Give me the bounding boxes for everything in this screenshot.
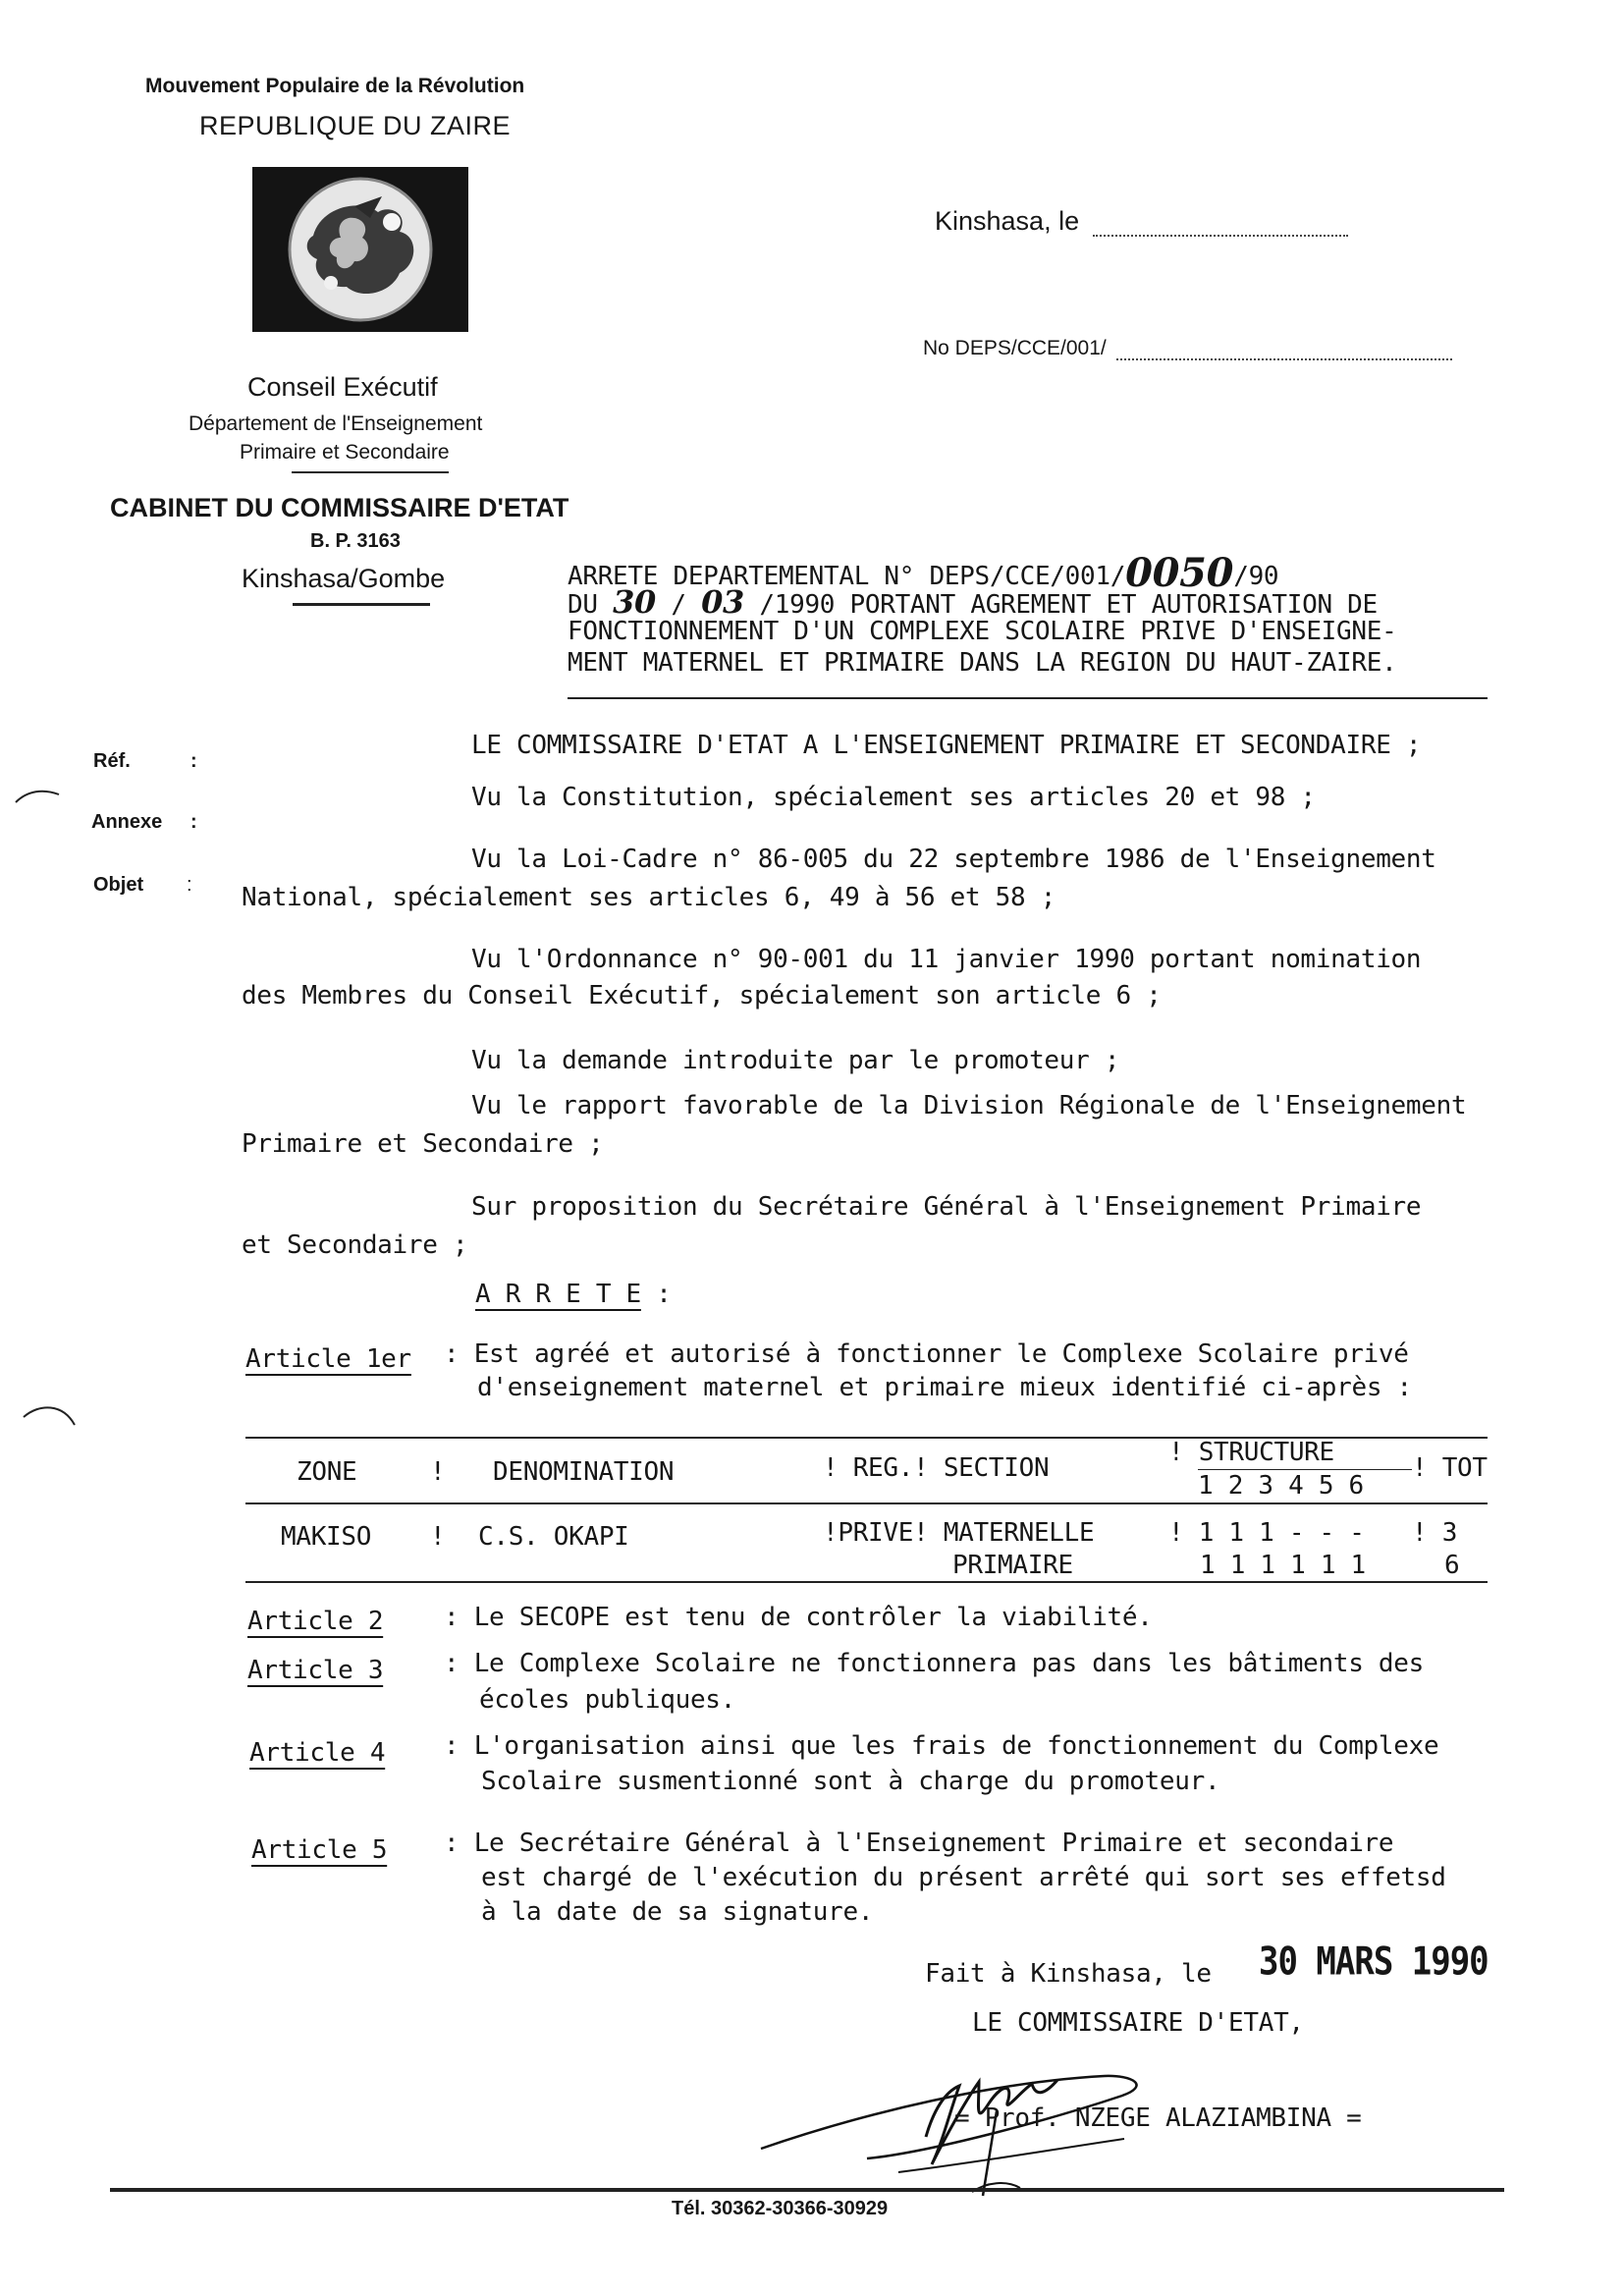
republic-line: REPUBLIQUE DU ZAIRE (199, 111, 512, 140)
table-cell-structure-primaire: 1 1 1 1 1 1 (1200, 1551, 1366, 1580)
sur-proposition-line-1: Sur proposition du Secrétaire Général à l'Enseignement Primaire (471, 1192, 1422, 1222)
sur-proposition-line-2: et Secondaire ; (242, 1230, 468, 1260)
table-header-structure-numbers: 1 2 3 4 5 6 (1198, 1471, 1364, 1501)
table-cell-total-primaire: 6 (1444, 1551, 1460, 1580)
article-1-label: Article 1er (245, 1344, 411, 1374)
arrete-word: A R R E T E (475, 1280, 641, 1309)
table-header-zone: ZONE (297, 1457, 357, 1487)
margin-objet-colon: : (187, 874, 192, 896)
table-header-reg-section: ! REG.! SECTION (823, 1453, 1050, 1483)
council-line: Conseil Exécutif (247, 372, 438, 402)
article-3-line-2: écoles publiques. (479, 1685, 736, 1715)
table-header-rule (245, 1502, 1488, 1504)
arrete-colon: : (656, 1280, 672, 1309)
table-cell-zone: MAKISO (281, 1522, 372, 1552)
article-1-line-1: : Est agréé et autorisé à fonctionner le Complexe Scolaire privé (444, 1339, 1409, 1369)
table-bottom-rule (245, 1581, 1488, 1583)
handwritten-day: 30 (613, 583, 657, 621)
table-header-structure: ! STRUCTURE (1168, 1438, 1334, 1467)
vu-constitution: Vu la Constitution, spécialement ses articles 20 et 98 ; (471, 783, 1316, 812)
handwritten-decree-number: 0050 (1125, 550, 1234, 596)
article-5-line-2: est chargé de l'exécution du présent arrêté qui sort ses effetsd (481, 1863, 1446, 1892)
decree-title-line-2 (568, 583, 1378, 621)
article-2-line-1: : Le SECOPE est tenu de contrôler la viabilité. (444, 1603, 1153, 1632)
article-5-line-1: : Le Secrétaire Général à l'Enseignement Primaire et secondaire (444, 1829, 1394, 1858)
footer-rule (110, 2188, 1504, 2192)
movement-line: Mouvement Populaire de la Révolution (145, 75, 525, 97)
place-date-field (935, 206, 1348, 237)
article-1-line-2: d'enseignement maternel et primaire mieux identifié ci-après : (477, 1373, 1412, 1402)
table-cell-reg-section: !PRIVE! MATERNELLE (823, 1518, 1095, 1548)
table-cell-section-primaire: PRIMAIRE (952, 1551, 1073, 1580)
city-line: Kinshasa/Gombe (242, 564, 446, 593)
reference-label: No DEPS/CCE/001/ (923, 337, 1107, 359)
vu-loi-cadre-line-2: National, spécialement ses articles 6, 49 à 56 et 58 ; (242, 883, 1056, 912)
commissaire-heading: LE COMMISSAIRE D'ETAT A L'ENSEIGNEMENT PRIMAIRE ET SECONDAIRE ; (471, 731, 1422, 760)
margin-objet: Objet (93, 874, 144, 896)
department-underline (292, 471, 449, 473)
article-3-line-1: : Le Complexe Scolaire ne fonctionnera pas dans les bâtiments des (444, 1649, 1424, 1678)
table-cell-denomination: C.S. OKAPI (478, 1522, 629, 1552)
article-4-label: Article 4 (249, 1738, 386, 1768)
fait-a-kinshasa: Fait à Kinshasa, le (925, 1959, 1212, 1989)
margin-ref-colon: : (190, 750, 197, 772)
vu-ordonnance-line-2: des Membres du Conseil Exécutif, spécialement son article 6 ; (242, 981, 1162, 1010)
vu-loi-cadre-line-1: Vu la Loi-Cadre n° 86-005 du 22 septembre 1986 de l'Enseignement (471, 845, 1436, 874)
reference-blank (1116, 358, 1452, 360)
article-4-line-2: Scolaire susmentionné sont à charge du promoteur. (481, 1767, 1220, 1796)
table-header-total: ! TOT (1412, 1453, 1488, 1483)
title-separator (568, 697, 1488, 699)
title-prefix: ARRETE DEPARTEMENTAL N° DEPS/CCE/001/ (568, 562, 1126, 591)
margin-ref: Réf. (93, 750, 131, 772)
table-header-denomination: DENOMINATION (493, 1457, 675, 1487)
footer-telephone: Tél. 30362-30366-30929 (672, 2198, 889, 2219)
margin-annexe: Annexe (91, 811, 163, 833)
table-cell-structure-maternelle: ! 1 1 1 - - - (1168, 1518, 1365, 1548)
article-2-label: Article 2 (247, 1607, 384, 1636)
zaire-emblem (252, 167, 468, 332)
table-cell-separator: ! (430, 1522, 446, 1552)
article-4-line-1: : L'organisation ainsi que les frais de fonctionnement du Complexe (444, 1731, 1439, 1761)
handwritten-month: 03 (701, 583, 745, 621)
vu-rapport-line-1: Vu le rapport favorable de la Division Régionale de l'Enseignement (471, 1091, 1467, 1120)
department-line-1: Département de l'Enseignement (189, 412, 483, 435)
cabinet-line: CABINET DU COMMISSAIRE D'ETAT (110, 493, 569, 522)
place-label: Kinshasa, le (935, 206, 1080, 236)
title-du: DU (568, 590, 598, 620)
article-3-label: Article 3 (247, 1656, 384, 1685)
vu-rapport-line-2: Primaire et Secondaire ; (242, 1129, 604, 1159)
table-header-separator: ! (430, 1457, 446, 1487)
date-stamp: 30 MARS 1990 (1259, 1939, 1489, 1985)
table-cell-total-maternelle: ! 3 (1412, 1518, 1458, 1548)
decree-title-line-4: MENT MATERNEL ET PRIMAIRE DANS LA REGION DU HAUT-ZAIRE. (568, 648, 1397, 678)
commissaire-title: LE COMMISSAIRE D'ETAT, (972, 2008, 1304, 2038)
article-5-line-3: à la date de sa signature. (481, 1897, 874, 1927)
signatory-name: = Prof. NZEGE ALAZIAMBINA = (954, 2103, 1362, 2133)
title-year: /90 (1233, 562, 1279, 591)
article-5-label: Article 5 (251, 1835, 388, 1865)
margin-mark-top (14, 781, 63, 810)
vu-ordonnance-line-1: Vu l'Ordonnance n° 90-001 du 11 janvier 1990 portant nomination (471, 945, 1422, 974)
city-underline (293, 603, 430, 606)
structure-underline (1198, 1469, 1412, 1470)
title-line-2-text: /1990 PORTANT AGREMENT ET AUTORISATION DE (759, 590, 1378, 620)
postal-box: B. P. 3163 (310, 530, 401, 552)
department-line-2: Primaire et Secondaire (240, 441, 450, 464)
date-blank (1093, 235, 1348, 237)
margin-mark-bottom (20, 1399, 79, 1439)
arrete-heading (475, 1280, 672, 1309)
vu-demande: Vu la demande introduite par le promoteur ; (471, 1046, 1120, 1075)
decree-title-line-3: FONCTIONNEMENT D'UN COMPLEXE SCOLAIRE PRIVE D'ENSEIGNE- (568, 617, 1397, 646)
reference-number-field (923, 337, 1452, 360)
margin-annexe-colon: : (190, 811, 197, 833)
title-slash: / (671, 590, 686, 620)
